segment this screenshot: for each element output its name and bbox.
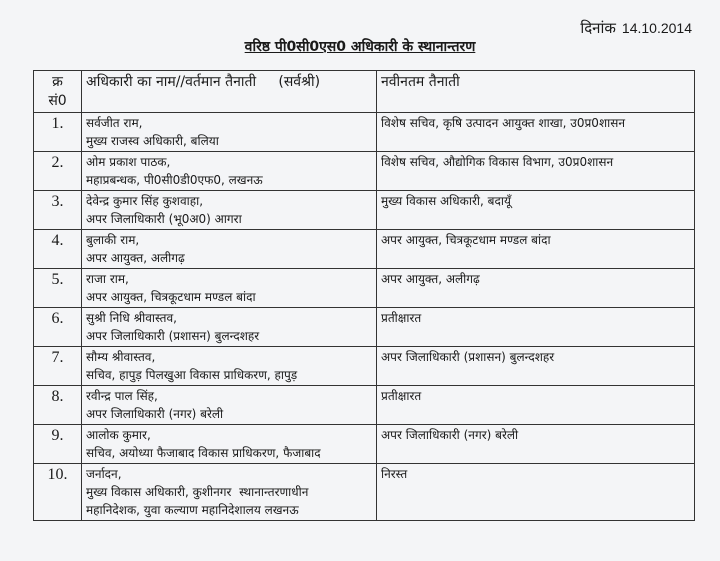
date-label: दिनांक — [580, 19, 616, 37]
officer-current-posting: अपर जिलाधिकारी (नगर) बरेली — [86, 407, 224, 421]
officer-current-posting: अपर जिलाधिकारी (प्रशासन) बुलन्दशहर — [86, 329, 260, 343]
cell-officer — [82, 308, 377, 347]
header-new-posting: नवीनतम तैनाती — [377, 71, 695, 113]
cell-officer — [82, 269, 377, 308]
cell-serial: 5. — [34, 269, 82, 308]
cell-serial: 6. — [34, 308, 82, 347]
cell-new-posting: विशेष सचिव, कृषि उत्पादन आयुक्त शाखा, उ0प्र0शासन — [377, 113, 695, 152]
officer-current-posting: अपर आयुक्त, अलीगढ़ — [86, 251, 185, 265]
cell-serial: 8. — [34, 386, 82, 425]
cell-new-posting: विशेष सचिव, औद्योगिक विकास विभाग, उ0प्र0शासन — [377, 152, 695, 191]
officer-current-posting: मुख्य विकास अधिकारी, कुशीनगर स्थानान्तरणाधीन — [86, 485, 309, 499]
table-row — [34, 308, 695, 347]
header-officer: अधिकारी का नाम//वर्तमान तैनाती (सर्वश्री) — [82, 71, 377, 113]
table-row — [34, 425, 695, 464]
header-serial-line1: क्र — [52, 74, 63, 90]
cell-new-posting: प्रतीक्षारत — [377, 386, 695, 425]
cell-officer — [82, 347, 377, 386]
cell-new-posting: अपर आयुक्त, चित्रकूटधाम मण्डल बांदा — [377, 230, 695, 269]
cell-officer — [82, 386, 377, 425]
date-line — [580, 18, 692, 38]
officer-current-posting: मुख्य राजस्व अधिकारी, बलिया — [86, 134, 219, 148]
transfer-table — [33, 70, 695, 521]
cell-new-posting: प्रतीक्षारत — [377, 308, 695, 347]
cell-new-posting: अपर जिलाधिकारी (नगर) बरेली — [377, 425, 695, 464]
officer-current-posting: अपर आयुक्त, चित्रकूटधाम मण्डल बांदा — [86, 290, 256, 304]
officer-name: राजा राम, — [86, 272, 129, 286]
cell-new-posting: मुख्य विकास अधिकारी, बदायूँ — [377, 191, 695, 230]
cell-officer — [82, 230, 377, 269]
cell-officer — [82, 113, 377, 152]
officer-name: सौम्य श्रीवास्तव, — [86, 350, 156, 364]
page-title-text: वरिष्ठ पी0सी0एस0 अधिकारी के स्थानान्तरण — [244, 39, 476, 55]
cell-new-posting: अपर जिलाधिकारी (प्रशासन) बुलन्दशहर — [377, 347, 695, 386]
cell-serial: 4. — [34, 230, 82, 269]
cell-officer — [82, 464, 377, 521]
officer-current-posting: अपर जिलाधिकारी (भू0अ0) आगरा — [86, 212, 242, 226]
officer-current-posting: महाप्रबन्धक, पी0सी0डी0एफ0, लखनऊ — [86, 173, 263, 187]
cell-serial: 7. — [34, 347, 82, 386]
officer-name: सुश्री निधि श्रीवास्तव, — [86, 311, 177, 325]
table-row — [34, 269, 695, 308]
table-row — [34, 230, 695, 269]
table-row — [34, 386, 695, 425]
cell-serial: 9. — [34, 425, 82, 464]
cell-officer — [82, 191, 377, 230]
officer-current-posting-line2: महानिदेशक, युवा कल्याण महानिदेशालय लखनऊ — [86, 503, 299, 517]
cell-serial: 3. — [34, 191, 82, 230]
date-value: 14.10.2014 — [621, 20, 692, 36]
cell-new-posting: अपर आयुक्त, अलीगढ़ — [377, 269, 695, 308]
table-row — [34, 113, 695, 152]
table-header-row — [34, 71, 695, 113]
officer-name: ओम प्रकाश पाठक, — [86, 155, 171, 169]
cell-serial: 1. — [34, 113, 82, 152]
officer-current-posting: सचिव, अयोध्या फैजाबाद विकास प्राधिकरण, फैजाबाद — [86, 446, 321, 460]
table-row — [34, 152, 695, 191]
table-row — [34, 347, 695, 386]
officer-name: रवीन्द्र पाल सिंह, — [86, 389, 158, 403]
cell-officer — [82, 425, 377, 464]
cell-serial: 10. — [34, 464, 82, 521]
header-serial-line2: सं0 — [48, 93, 67, 109]
officer-name: आलोक कुमार, — [86, 428, 151, 442]
table-row — [34, 464, 695, 521]
officer-name: जर्नादन, — [86, 467, 122, 481]
officer-name: बुलाकी राम, — [86, 233, 140, 247]
header-serial — [34, 71, 82, 113]
cell-serial: 2. — [34, 152, 82, 191]
cell-new-posting: निरस्त — [377, 464, 695, 521]
cell-officer — [82, 152, 377, 191]
officer-current-posting: सचिव, हापुड़ पिलखुआ विकास प्राधिकरण, हापुड़ — [86, 368, 298, 382]
table-row — [34, 191, 695, 230]
officer-name: देवेन्द्र कुमार सिंह कुशवाहा, — [86, 194, 204, 208]
page-title — [0, 37, 720, 56]
officer-name: सर्वजीत राम, — [86, 116, 143, 130]
